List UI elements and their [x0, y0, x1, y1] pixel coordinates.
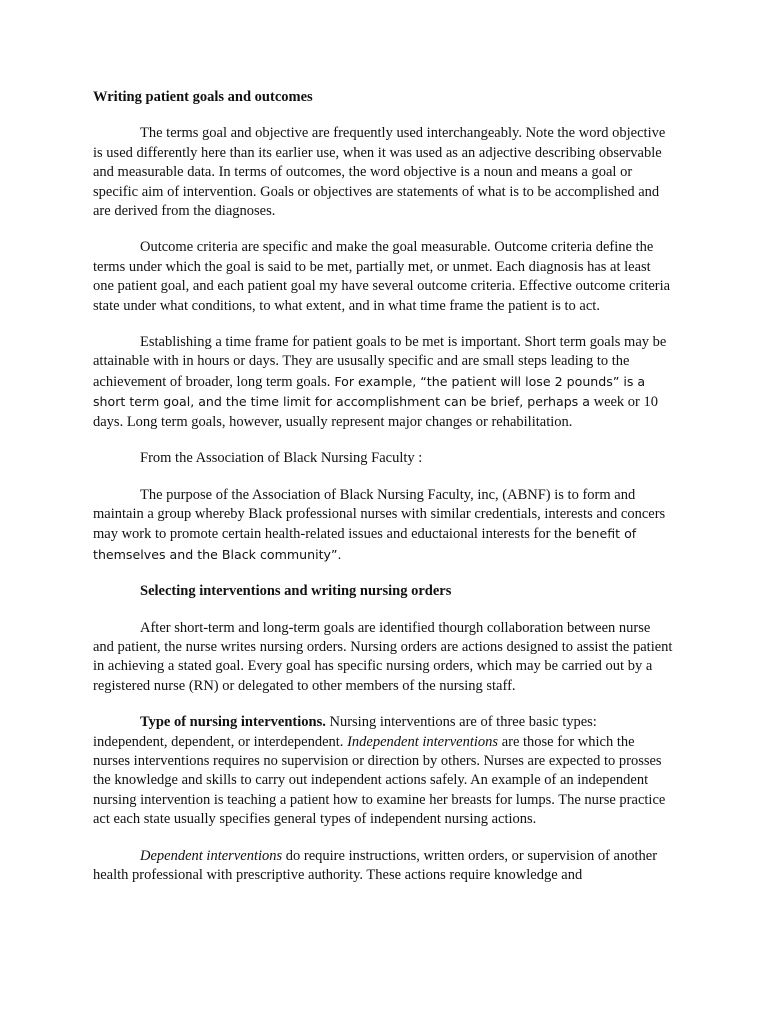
paragraph-time-frame-text-1: Establishing a time frame for patient goals to be met is important. Short term goals may be attainable with in hours or days. They are ususally specific and are small steps leading to the achievement of broader, long term goals.	[93, 334, 667, 390]
paragraph-abnf-purpose-text: The purpose of the Association of Black Nursing Faculty, inc, (ABNF) is to form and maintain a group whereby Black professional nurses with similar credentials, interests and concers may work to promote certain health-related issues and eductaional interests for the	[93, 486, 666, 543]
intervention-types-text-2: are those for which the nurses interventions requires no supervision or direction by others. Nurses are expected to prosses the knowledge and skills to carry out independent actions safely. An example of an independent nursing intervention is teaching a patient how to examine her breasts for lumps. The nurse practice act each state usually specifies general types of independent nursing actions.	[93, 733, 666, 828]
paragraph-dependent-interventions	[93, 847, 673, 886]
paragraph-outcome-criteria: Outcome criteria are specific and make the goal measurable. Outcome criteria define the terms under which the goal is said to be met, partially met, or unmet. Each diagnosis has at least one patient goal, and each patient goal my have several outcome criteria. Effective outcome criteria state under what conditions, to what extent, and in what time frame the patient is to act.	[93, 239, 671, 314]
section-heading-interventions: Selecting interventions and writing nursing orders	[140, 583, 452, 600]
document-body	[93, 88, 673, 902]
intervention-types-text-1: Nursing interventions are of three basic types: independent, dependent, or interdependent.	[93, 714, 597, 750]
independent-interventions-term: Independent interventions	[347, 733, 499, 750]
section-heading-goals: Writing patient goals and outcomes	[93, 89, 313, 105]
paragraph-time-frame-example: For example, “the patient will lose 2 pounds” is a short term goal, and the time limit for accomplishment can be brief, perhaps a	[93, 373, 646, 410]
paragraph-intervention-types	[93, 713, 673, 829]
paragraph-goals-objectives: The terms goal and objective are frequently used interchangeably. Note the word objective is used differently here than its earlier use, when it was used as an adjective describing observable and measurable data. In terms of outcomes, the word objective is a noun and means a goal or specific aim of intervention. Goals or objectives are statements of what is to be accomplished and are derived from the diagnoses.	[93, 125, 666, 220]
dependent-interventions-term: Dependent interventions	[140, 847, 283, 864]
paragraph-abnf-purpose-end: benefit of themselves and the Black community”.	[93, 526, 637, 562]
intervention-types-lead: Type of nursing interventions.	[140, 714, 326, 731]
paragraph-nursing-orders: After short-term and long-term goals are identified thourgh collaboration between nurse and patient, the nurse writes nursing orders. Nursing orders are actions designed to assist the patient in achieving a stated goal. Every goal has specific nursing orders, which may be carried out by a registered nurse (RN) or delegated to other members of the nursing staff.	[93, 619, 673, 694]
paragraph-abnf-intro: From the Association of Black Nursing Faculty :	[140, 450, 423, 467]
paragraph-abnf-purpose	[93, 486, 673, 566]
paragraph-time-frame	[93, 333, 673, 432]
dependent-interventions-text: do require instructions, written orders, or supervision of another health professional with prescriptive authority. These actions require knowledge and	[93, 847, 658, 883]
paragraph-time-frame-text-2: week or 10 days. Long term goals, however, usually represent major changes or rehabilitation.	[93, 394, 659, 430]
